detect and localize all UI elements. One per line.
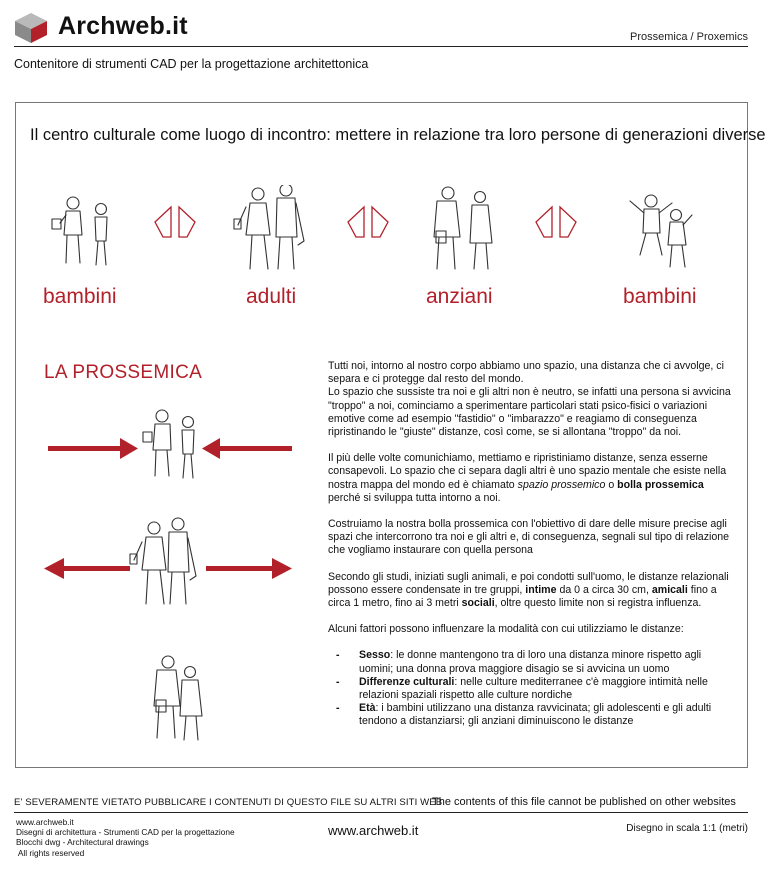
- footer-line-rights: All rights reserved: [16, 847, 85, 858]
- warning-english: The contents of this file cannot be published on other websites: [432, 796, 736, 808]
- arrow-left-icon: [202, 438, 292, 459]
- section-title: LA PROSSEMICA: [44, 362, 203, 383]
- people-figure-icon: [630, 195, 692, 267]
- factor-term: Differenze culturali: [359, 675, 455, 688]
- footer-line-drawings: Disegni di architettura - Strumenti CAD per la progettazione: [16, 827, 235, 838]
- list-item: [328, 649, 738, 675]
- term-amicali: amicali: [651, 583, 688, 596]
- factor-text: : le donne mantengono tra di loro una distanza minore rispetto agli uomini; una donna prova maggiore disagio se si avvicina un uomo: [359, 649, 702, 675]
- people-figure-icon: [143, 410, 194, 478]
- footer-divider: [14, 812, 748, 813]
- paragraph-measures: Costruiamo la nostra bolla prossemica con l'obiettivo di dare delle misure precise agli spazi che intercorrono tra noi e gli altri e, di conseguenza, segnali sul tipo di relazione che vogliamo instaurare con quella persona: [328, 518, 730, 557]
- factor-text: : i bambini utilizzano una distanza ravvicinata; gli adolescenti e gli adulti tendono a distanziarsi; gli anziani diminuiscono le distanze: [359, 702, 712, 728]
- paragraph-factors: Alcuni fattori possono influenzare la modalità con cui utilizziamo le distanze:: [328, 623, 684, 636]
- breadcrumb: Prossemica / Proxemics: [630, 31, 748, 43]
- label-anziani: anziani: [426, 285, 493, 308]
- list-item: [328, 702, 738, 728]
- double-arrow-icon: [536, 207, 576, 237]
- footer-line-blocks: Blocchi dwg - Architectural drawings: [16, 837, 149, 848]
- people-figure-icon: [154, 656, 202, 740]
- double-arrow-icon: [155, 207, 195, 237]
- prossemica-text: [328, 360, 738, 729]
- header-divider: [14, 46, 748, 47]
- arrow-right-icon: [206, 558, 292, 579]
- warning-italian: E' SEVERAMENTE VIETATO PUBBLICARE I CONTENUTI DI QUESTO FILE SU ALTRI SITI WEB: [14, 797, 443, 808]
- label-adulti: adulti: [246, 285, 297, 308]
- factor-text: : nelle culture mediterranee c'è maggiore intimità nelle relazioni spaziali rispetto alle culture nordiche: [359, 675, 708, 702]
- double-arrow-icon: [348, 207, 388, 237]
- list-item: [328, 676, 738, 702]
- brand-name[interactable]: Archweb.it: [58, 12, 188, 40]
- people-figure-icon: [234, 185, 304, 269]
- arrow-right-icon: [48, 438, 138, 459]
- list-dash: -: [336, 675, 340, 688]
- footer-line-site[interactable]: www.archweb.it: [16, 817, 74, 827]
- paragraph-neutral: Lo spazio che sussiste tra noi e gli altri non è neutro, se infatti una persona si avvicina "troppo" a noi, cominciamo a sperimentare particolari stati psico-fisici o variazioni emotive come ad esempio "fastidio" o "imbarazzo" e reagiamo di conseguenza ripristinando le "giuste" distanze, così come, se si allontana "troppo" da noi.: [328, 386, 731, 439]
- list-dash: -: [336, 649, 340, 662]
- people-figure-icon: [434, 187, 492, 269]
- term-sociali: sociali: [461, 597, 495, 610]
- term-bolla-prossemica: bolla prossemica: [617, 478, 704, 491]
- page-title: Il centro culturale come luogo di incontro: mettere in relazione tra loro persone di generazioni diverse: [30, 126, 766, 144]
- list-dash: -: [336, 702, 340, 715]
- text-connector: o: [605, 478, 618, 491]
- people-figure-icon: [52, 197, 107, 265]
- text-tail: perché si sviluppa tutta intorno a noi.: [328, 491, 501, 504]
- logo-cube-icon: [14, 12, 48, 44]
- factors-list: [328, 649, 738, 728]
- factor-term: Sesso: [359, 649, 391, 662]
- arrow-left-icon: [44, 558, 130, 579]
- term-spazio-prossemico: spazio prossemico: [517, 478, 606, 491]
- footer-info: [16, 817, 235, 858]
- label-bambini-2: bambini: [623, 285, 697, 308]
- drawing-scale: Disegno in scala 1:1 (metri): [626, 823, 748, 834]
- text-part: fino a circa 1 metro, fino ai 3 metri: [328, 583, 717, 610]
- footer-url-link[interactable]: www.archweb.it: [328, 823, 419, 838]
- paragraph-distances: Secondo gli studi, iniziati sugli animali, e poi condotti sull'uomo, le distanze relazionali possono essere condensate in tre gruppi,: [328, 570, 729, 596]
- factor-term: Età: [359, 702, 376, 715]
- paragraph-mental-space: Il più delle volte comunichiamo, mettiamo e ripristiniamo distanze, senza esserne consapevoli. Lo spazio che ci separa dagli altri è uno spazio mentale che esiste nella nostra mappa del mondo ed è chiamato: [328, 452, 727, 491]
- proxemics-illustration: [40, 400, 300, 770]
- generations-illustration: [40, 185, 720, 275]
- paragraph-intro: Tutti noi, intorno al nostro corpo abbiamo uno spazio, una distanza che ci avvolge, ci separa e ci protegge dal resto del mondo.: [328, 360, 724, 386]
- tagline: Contenitore di strumenti CAD per la progettazione architettonica: [14, 57, 369, 71]
- people-figure-icon: [130, 518, 196, 604]
- text-part: da 0 a circa 30 cm,: [556, 583, 652, 596]
- term-intime: intime: [525, 583, 557, 596]
- text-part: , oltre questo limite non si registra influenza.: [494, 597, 702, 610]
- label-bambini: bambini: [43, 285, 117, 308]
